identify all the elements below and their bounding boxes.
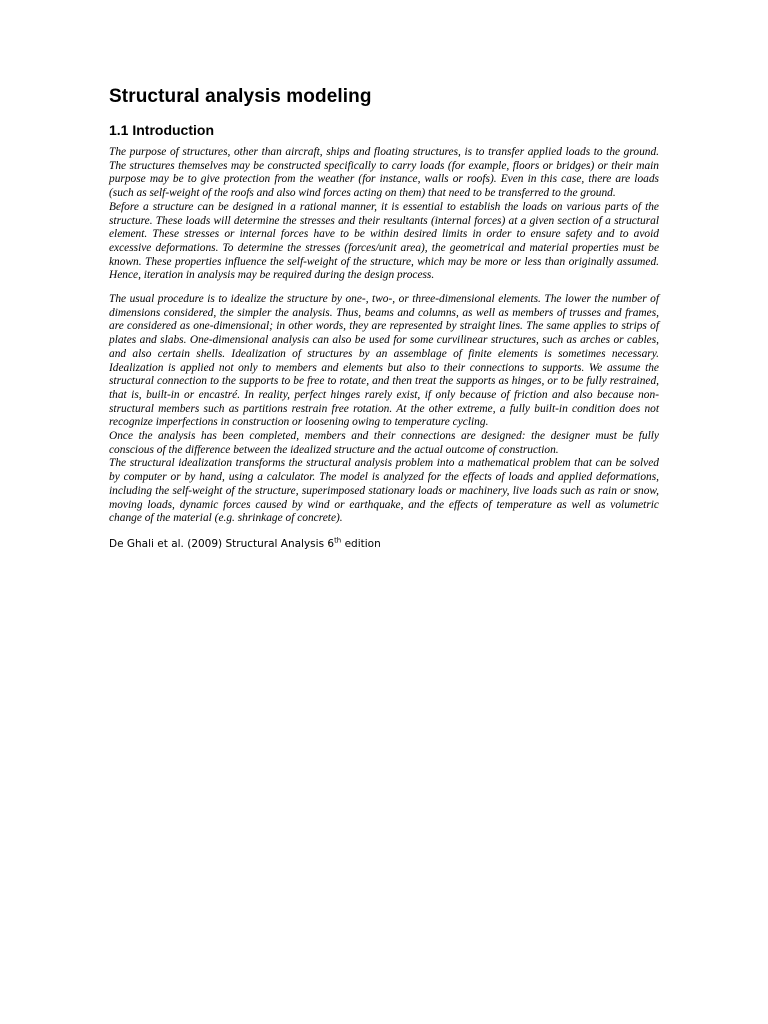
paragraph-gap (109, 283, 659, 293)
paragraph-1: The purpose of structures, other than aircraft, ships and floating structures, is to transfer applied loads to the ground. The structures themselves may be constructed specifically to carry loads (for example, floors or bridges) or their main purpose may be to give protection from the weather (for instance, walls or roofs). Even in this case, there are loads (such as self-weight of the roofs and also wind forces acting on them) that need to be transferred to the ground. (109, 146, 659, 200)
citation (109, 538, 659, 550)
document-page (109, 86, 659, 550)
paragraph-5: The structural idealization transforms the structural analysis problem into a mathematical problem that can be solved by computer or by hand, using a calculator. The model is analyzed for the effects of loads and applied deformations, including the self-weight of the structure, superimposed stationary loads or machinery, live loads such as rain or snow, moving loads, dynamic forces caused by wind or earthquake, and the effects of temperature as well as volumetric change of the material (e.g. shrinkage of concrete). (109, 457, 659, 525)
citation-text: De Ghali et al. (2009) Structural Analysis 6 (109, 537, 335, 550)
citation-superscript: th (334, 536, 342, 545)
citation-suffix: edition (341, 537, 381, 550)
paragraph-4: Once the analysis has been completed, members and their connections are designed: the designer must be fully conscious of the difference between the idealized structure and the actual outcome of construction. (109, 430, 659, 456)
paragraph-2: Before a structure can be designed in a rational manner, it is essential to establish the loads on various parts of the structure. These loads will determine the stresses and their resultants (internal forces) at a given section of a structural element. These stresses or internal forces have to be within desired limits in order to ensure safety and to avoid excessive deformations. To determine the stresses (forces/unit area), the geometrical and material properties must be known. These properties influence the self-weight of the structure, which may be more or less than originally assumed. Hence, iteration in analysis may be required during the design process. (109, 200, 659, 282)
section-heading: 1.1 Introduction (109, 122, 214, 138)
paragraph-3: The usual procedure is to idealize the structure by one-, two-, or three-dimensional elements. The lower the number of dimensions considered, the simpler the analysis. Thus, beams and columns, as well as members of trusses and frames, are considered as one-dimensional; in other words, they are represented by straight lines. The same applies to strips of plates and slabs. One-dimensional analysis can also be used for some curvilinear structures, such as arches or cables, and also certain shells. Idealization of structures by an assemblage of finite elements is sometimes necessary. Idealization is applied not only to members and elements but also to their connections to supports. We assume the structural connection to the supports to be free to rotate, and then treat the supports as hinges, or to be fully restrained, that is, built-in or encastré. In reality, perfect hinges rarely exist, if only because of friction and also because non-structural members such as partitions restrain free rotation. At the other extreme, a fully built-in condition does not recognize imperfections in construction or loosening owing to temperature cycling. (109, 293, 659, 429)
page-title: Structural analysis modeling (109, 86, 372, 107)
